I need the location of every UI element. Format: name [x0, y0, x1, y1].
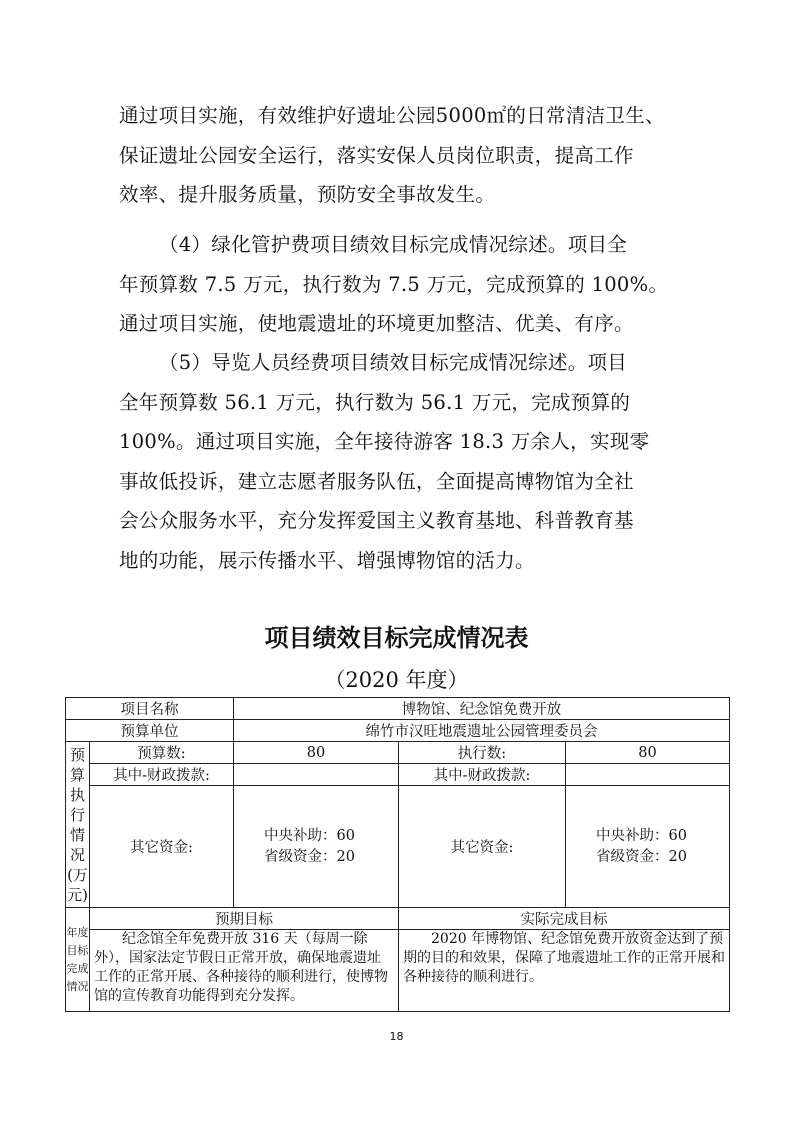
- paragraph-2: [119, 225, 679, 344]
- text-line: 效率、提升服务质量，预防安全事故发生。: [119, 183, 496, 206]
- provincial-funds: 省级资金：20: [264, 848, 355, 865]
- table-row: [66, 908, 730, 930]
- other-funds-detail: [234, 786, 399, 908]
- central-subsidy: 中央补助：60: [264, 827, 355, 844]
- other-funds-label: 其它资金:: [399, 786, 566, 908]
- text-line: 地的功能，展示传播水平、增强博物馆的活力。: [119, 548, 535, 572]
- budget-unit-label: 预算单位: [66, 720, 234, 742]
- execution-value: 80: [566, 742, 730, 764]
- table-subtitle: （2020 年度）: [324, 668, 469, 692]
- text-line: 通过项目实施，使地震遗址的环境更加整洁、优美、有序。: [119, 312, 634, 335]
- fiscal-allocation-value: [566, 764, 730, 786]
- expected-goal-text: 纪念馆全年免费开放 316 天（每周一除外），国家法定节假日正常开放，确保地震遗址工作的正常开展、各种接待的顺利进行，使博物馆的宣传教育功能得到充分发挥。: [90, 930, 399, 1012]
- performance-table: [65, 697, 730, 1012]
- text-line: 通过项目实施，有效维护好遗址公园5000㎡的日常清洁卫生、: [119, 104, 665, 127]
- fiscal-allocation-label: 其中-财政拨款:: [90, 764, 234, 786]
- fiscal-allocation-label: 其中-财政拨款:: [399, 764, 566, 786]
- table-row: [66, 930, 730, 1012]
- budget-unit-value: 绵竹市汉旺地震遗址公园管理委员会: [234, 720, 730, 742]
- central-subsidy: 中央补助：60: [596, 827, 687, 844]
- actual-goal-header: 实际完成目标: [399, 908, 730, 930]
- table-row: [66, 786, 730, 908]
- expected-goal-header: 预期目标: [90, 908, 399, 930]
- table-row: [66, 698, 730, 720]
- project-name-label: 项目名称: [66, 698, 234, 720]
- text-line: 会公众服务水平，充分发挥爱国主义教育基地、科普教育基: [119, 509, 634, 532]
- annual-goal-side-label: 年度 目标 完成 情况: [66, 908, 90, 1012]
- fiscal-allocation-value: [234, 764, 399, 786]
- text-line: 保证遗址公园安全运行，落实安保人员岗位职责，提高工作: [119, 143, 634, 167]
- text-line: 全年预算数 56.1 万元，执行数为 56.1 万元，完成预算的: [119, 390, 631, 414]
- page-number: 18: [389, 1030, 404, 1043]
- other-funds-detail: [566, 786, 730, 908]
- text-line: （5）导览人员经费项目绩效目标完成情况综述。项目: [159, 351, 628, 374]
- other-funds-label: 其它资金:: [90, 786, 234, 908]
- table-row: [66, 764, 730, 786]
- text-line: 年预算数 7.5 万元，执行数为 7.5 万元，完成预算的 100%。: [119, 272, 669, 296]
- text-line: 事故低投诉，建立志愿者服务队伍，全面提高博物馆为全社: [119, 469, 634, 493]
- text-line: 100%。通过项目实施，全年接待游客 18.3 万余人，实现零: [119, 430, 650, 453]
- table-row: [66, 742, 730, 764]
- table-title: 项目绩效目标完成情况表: [264, 624, 529, 652]
- paragraph-3: [119, 343, 679, 580]
- paragraph-1: [119, 96, 679, 215]
- budget-execution-side-label: 预 算 执 行 情 况 (万 元): [66, 742, 90, 908]
- project-name-value: 博物馆、纪念馆免费开放: [234, 698, 730, 720]
- text-line: （4）绿化管护费项目绩效目标完成情况综述。项目全: [159, 233, 628, 256]
- table-row: [66, 720, 730, 742]
- budget-label: 预算数:: [90, 742, 234, 764]
- budget-value: 80: [234, 742, 399, 764]
- provincial-funds: 省级资金：20: [596, 848, 687, 865]
- execution-label: 执行数:: [399, 742, 566, 764]
- actual-goal-text: 2020 年博物馆、纪念馆免费开放资金达到了预期的目的和效果，保障了地震遗址工作的正常开展和各种接待的顺利进行。: [399, 930, 730, 1012]
